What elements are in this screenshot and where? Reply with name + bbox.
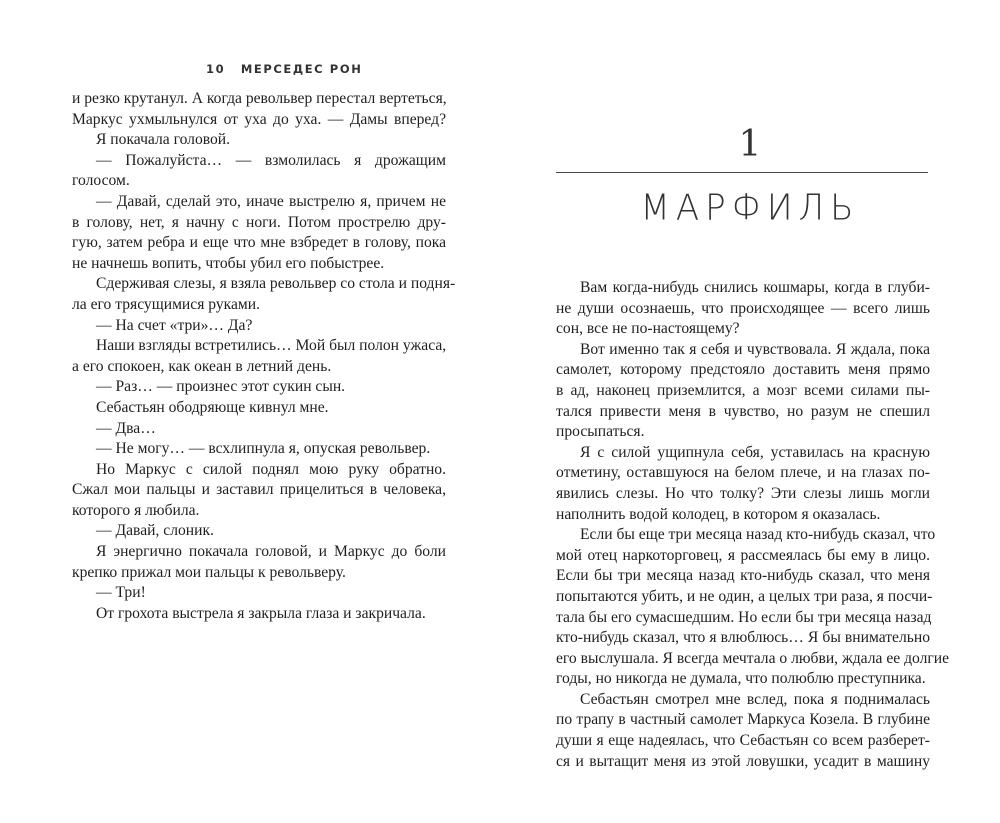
left-body-text [72, 89, 456, 624]
text-line: — Давай, слоник. [96, 522, 214, 540]
text-line: самолет, которому предстояло доставить меня прямо [556, 361, 930, 379]
text-line: Я с силой ущипнула себя, уставилась на красную [580, 443, 930, 461]
text-line: наполнить водой колодец, в котором я оказалась. [556, 505, 881, 523]
text-line: его выслушала. Я всегда мечтала о любви, ждала ее долгие [556, 649, 950, 667]
text-line: и резко крутанул. А когда револьвер перестал вертеться, [72, 90, 447, 107]
text-line: Если бы три месяца назад кто-нибудь сказал, что меня [556, 567, 930, 585]
text-line: Сдерживая слезы, я взяла револьвер со стола и подня- [96, 275, 456, 293]
text-line: отметину, оставшуюся на белом плече, и на глазах по- [556, 464, 930, 482]
text-line: по трапу в частный самолет Маркуса Козела. В глубине [556, 711, 930, 729]
text-line: Я энергично покачала головой, и Маркус до боли [96, 543, 446, 561]
text-line: Себастьян смотрел мне вслед, пока я поднималась [580, 690, 930, 708]
author-name: МЕРСЕДЕС РОН [240, 62, 363, 76]
text-line: а его спокоен, как океан в летний день. [72, 357, 332, 375]
text-line: которого я любила. [72, 501, 200, 519]
text-line: Если бы еще три месяца назад кто-нибудь сказал, что [580, 526, 936, 544]
text-line: тался привести меня в чувство, но разум не спешил [556, 402, 930, 420]
text-line: голосом. [72, 172, 130, 190]
chapter-number: 1 [738, 124, 762, 165]
text-line: ся и вытащит меня из этой ловушки, усадит в машину [556, 752, 930, 770]
text-line: — Три! [96, 584, 146, 602]
text-line: От грохота выстрела я закрыла глаза и закричала. [96, 604, 426, 622]
running-head [206, 62, 362, 76]
text-line: — Пожалуйста… — взмолилась я дрожащим [96, 151, 446, 169]
page-number: 10 [206, 62, 226, 76]
text-line: Себастьян ободряюще кивнул мне. [96, 398, 329, 416]
chapter-title: МАРФИЛЬ [640, 187, 860, 229]
text-line: тала бы его сумасшедшим. Но если бы три месяца назад [556, 608, 932, 626]
text-line: годы, но никогда не думала, что полюблю преступника. [556, 670, 926, 688]
text-line: — Два… [96, 419, 156, 437]
right-page [500, 0, 1000, 823]
text-line: Вот именно так я себя и чувствовала. Я ждала, пока [580, 340, 930, 358]
text-line: попытаются убить, и не один, а целых три раза, я посчи- [556, 587, 933, 605]
text-line: мой отец наркоторговец, я рассмеялась бы ему в лицо. [556, 546, 930, 564]
text-line: не начнешь вопить, чтобы убил его побыстрее. [72, 254, 385, 272]
text-line: в ад, наконец приземлится, а мозг всеми силами пы- [556, 381, 930, 399]
text-line: Наши взгляды встретились… Мой был полон ужаса, [96, 337, 447, 355]
text-line: — На счет «три»… Да? [96, 316, 253, 334]
chapter-divider [556, 172, 928, 173]
text-line: не души осознаешь, что происходящее — всего лишь [556, 299, 930, 317]
text-line: в голову, нет, я начну с ноги. Потом прострелю дру- [72, 213, 446, 231]
text-line: кто-нибудь сказал, что я влюблюсь… Я бы внимательно [556, 629, 930, 647]
right-body-text [556, 278, 950, 772]
text-line: Вам когда-нибудь снились кошмары, когда в глуби- [580, 279, 930, 296]
text-line: — Раз… — произнес этот сукин сын. [96, 378, 346, 396]
text-line: — Не могу… — всхлипнула я, опуская револьвер. [96, 440, 431, 458]
text-line: Но Маркус с силой поднял мою руку обратно. [96, 460, 446, 478]
text-line: просыпаться. [556, 423, 645, 441]
text-line: Я покачала головой. [96, 131, 231, 149]
text-line: Сжал мои пальцы и заставил прицелиться в человека, [72, 481, 446, 499]
text-line: сон, все не по-настоящему? [556, 320, 740, 338]
text-line: явились слезы. Но что толку? Эти слезы лишь могли [556, 484, 930, 502]
text-line: Маркус ухмыльнулся от уха до уха. — Дамы вперед? [72, 110, 446, 128]
text-line: души я еще надеялась, что Себастьян со всем разберет- [556, 732, 930, 750]
text-line: — Давай, сделай это, иначе выстрелю я, причем не [96, 192, 446, 210]
text-line: ла его трясущимися руками. [72, 295, 261, 313]
text-line: гую, затем ребра и еще что мне взбредет в голову, пока [72, 234, 446, 252]
text-line: крепко прижал мои пальцы к револьверу. [72, 563, 346, 581]
